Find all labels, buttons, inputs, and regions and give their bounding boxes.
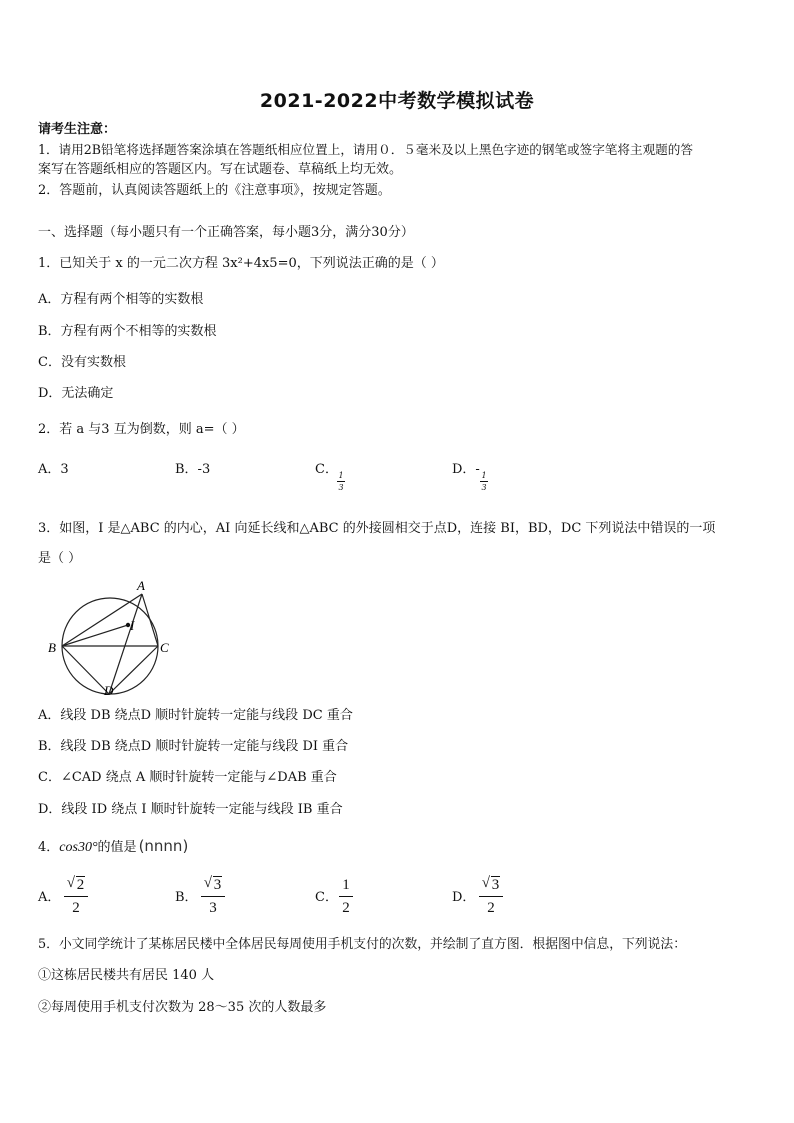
- question-4-option-c-value: [339, 876, 353, 917]
- question-3-option-d: D．线段 ID 绕点 I 顺时针旋转一定能与线段 IB 重合: [38, 802, 343, 817]
- question-4-option-d-value: √ 3 2: [479, 876, 503, 917]
- fraction-denominator: 3: [481, 483, 487, 492]
- question-1-option-b: B．方程有两个不相等的实数根: [38, 324, 217, 339]
- label-b: B: [48, 640, 56, 655]
- page-title: 2021-2022中考数学模拟试卷: [259, 90, 535, 112]
- notice-item-1-line-1: 1．请用2B铅笔将选择题答案涂填在答题纸相应位置上，请用０．５毫米及以上黑色字迹的钢笔或签字笔将主观题的答: [38, 142, 693, 157]
- question-1-stem: 1．已知关于 x 的一元二次方程 3x²+4x5=0，下列说法正确的是（ ）: [38, 256, 444, 271]
- denominator: 2: [72, 900, 80, 916]
- fraction-numerator: 1: [481, 471, 487, 480]
- numerator: 1: [342, 877, 350, 893]
- answer-paren: (nnnn): [138, 837, 189, 855]
- denominator: 2: [342, 900, 350, 916]
- fraction-numerator: 1: [338, 471, 344, 480]
- question-2-option-d: D．-: [452, 462, 480, 477]
- question-3-option-b: B．线段 DB 绕点D 顺时针旋转一定能与线段 DI 重合: [38, 739, 349, 754]
- fraction-denominator: 3: [338, 483, 344, 492]
- denominator: 3: [209, 900, 217, 916]
- question-4-number: 4．: [38, 840, 60, 855]
- notice-item-1-line-2: 案写在答题纸相应的答题区内。写在试题卷、草稿纸上均无效。: [38, 162, 403, 177]
- label-i: I: [130, 618, 135, 633]
- question-4-option-c: C．: [315, 890, 338, 905]
- question-4-option-d: D．: [452, 890, 476, 905]
- question-4-option-b-value: √ 3 3: [201, 876, 225, 917]
- question-2-option-b: B．-3: [175, 462, 211, 477]
- notice-heading: 请考生注意：: [38, 122, 117, 137]
- question-5-stem: 5．小文同学统计了某栋居民楼中全体居民每周使用手机支付的次数，并绘制了直方图．根据图中信息，下列说法：: [38, 937, 686, 952]
- notice-item-2: 2．答题前，认真阅读答题纸上的《注意事项》，按规定答题。: [38, 183, 391, 198]
- question-5-statement-1: ①这栋居民楼共有居民 140 人: [38, 968, 215, 983]
- radicand: 3: [491, 877, 500, 893]
- question-2-option-d-fraction: [480, 471, 488, 492]
- question-3-option-a: A．线段 DB 绕点D 顺时针旋转一定能与线段 DC 重合: [38, 708, 353, 723]
- cos-expression: cos30°: [59, 840, 98, 855]
- question-3-stem-line-2: 是（ ）: [38, 551, 82, 566]
- question-1-option-a: A．方程有两个相等的实数根: [38, 292, 204, 307]
- label-d: D: [104, 683, 114, 698]
- question-1-option-c: C．没有实数根: [38, 355, 126, 370]
- label-a: A: [137, 578, 145, 593]
- radicand: 2: [76, 877, 85, 893]
- question-5-statement-2: ②每周使用手机支付次数为 28～35 次的人数最多: [38, 1000, 327, 1015]
- question-4-stem: [38, 837, 188, 857]
- question-2-option-a: A．3: [38, 462, 69, 477]
- question-2-option-c: C．: [315, 462, 338, 477]
- question-2-stem: 2．若 a 与3 互为倒数，则 a=（ ）: [38, 422, 245, 437]
- denominator: 2: [487, 900, 495, 916]
- question-1-option-d: D．无法确定: [38, 386, 114, 401]
- question-4-option-b: B．: [175, 890, 198, 905]
- radicand: 3: [213, 877, 222, 893]
- question-3-option-c: C．∠CAD 绕点 A 顺时针旋转一定能与∠DAB 重合: [38, 770, 337, 785]
- question-3-stem-line-1: 3．如图，I 是△ABC 的内心，AI 向延长线和△ABC 的外接圆相交于点D，连接 BI，BD，DC 下列说法中错误的一项: [38, 521, 716, 536]
- question-4-option-a: A．: [38, 890, 61, 905]
- label-c: C: [160, 640, 169, 655]
- circle-triangle-diagram: [38, 574, 178, 700]
- section-heading: 一、选择题（每小题只有一个正确答案，每小题3分，满分30分）: [38, 225, 414, 240]
- question-4-text: 的值是: [97, 840, 137, 855]
- question-4-option-a-value: √ 2 2: [64, 876, 88, 917]
- question-2-option-c-fraction: [337, 471, 345, 492]
